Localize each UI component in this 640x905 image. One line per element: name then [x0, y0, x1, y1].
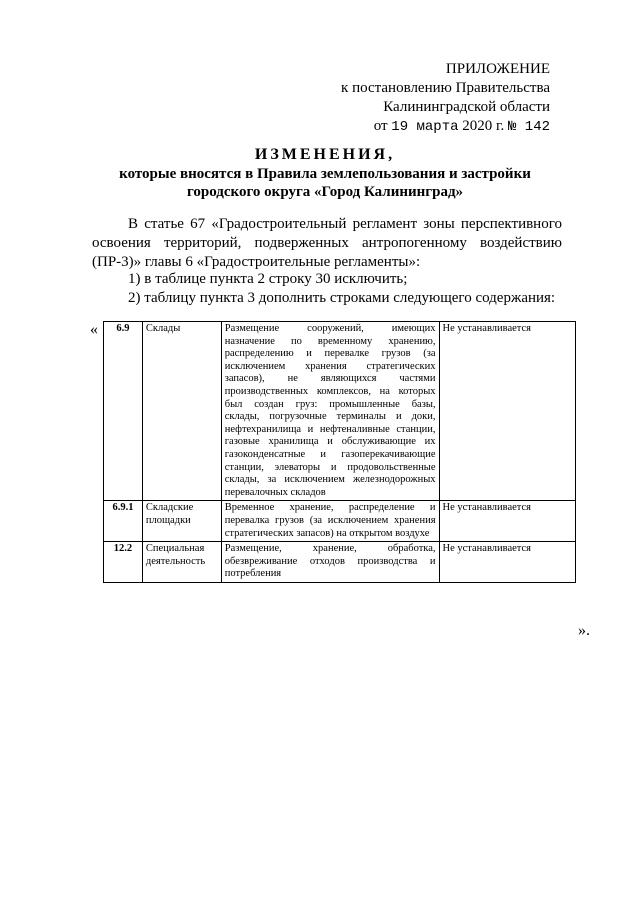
closing-quote: ».	[578, 622, 590, 639]
resolution-reference: к постановлению Правительства	[341, 80, 550, 96]
row-name: Специальная деятельность	[142, 542, 221, 583]
appendix-label: ПРИЛОЖЕНИЕ	[445, 61, 550, 77]
resolution-number: № 142	[507, 119, 550, 135]
row-description: Временное хранение, распределение и перевалка грузов (за исключением хранения стратегических запасов) на открытом воздухе	[221, 501, 439, 542]
table-row	[104, 501, 576, 542]
date-value: 19 марта	[391, 119, 459, 135]
row-code: 6.9	[104, 322, 143, 501]
title-main: ИЗМЕНЕНИЯ,	[254, 146, 396, 163]
row-code: 12.2	[104, 542, 143, 583]
table-row	[104, 542, 576, 583]
row-name: Склады	[142, 322, 221, 501]
document-title	[90, 145, 560, 201]
date-year: 2020 г.	[462, 118, 505, 134]
row-name: Складские площадки	[142, 501, 221, 542]
amendment-item-1: 1) в таблице пункта 2 строку 30 исключить;	[128, 271, 408, 287]
region-name: Калининградской области	[383, 99, 550, 115]
row-code: 6.9.1	[104, 501, 143, 542]
date-prefix: от	[373, 118, 388, 134]
row-parameter: Не устанавливается	[439, 542, 575, 583]
amendments-list	[128, 270, 555, 308]
title-line-1: которые вносятся в Правила землепользования и застройки	[119, 166, 531, 182]
row-parameter: Не устанавливается	[439, 322, 575, 501]
amendment-item-2: 2) таблицу пункта 3 дополнить строками следующего содержания:	[128, 290, 556, 306]
opening-quote: «	[90, 321, 98, 338]
row-description: Размещение, хранение, обработка, обезвреживание отходов производства и потребления	[221, 542, 439, 583]
appendix-header	[341, 60, 550, 137]
row-description: Размещение сооружений, имеющих назначение по временному хранению, распределению и перевалке грузов (за исключением хранения стратегических запасов), не являющихся частями производственных комплексов, на которых был создан груз: промышленные базы, склады, погрузочные терминалы и доки, нефтехранилища и нефтеналивные станции, газовые хранилища и обслуживающие их газоконденсатные и газоперекачивающие станции, элеваторы и продовольственные склады, за исключением железнодорожных перевалочных складов	[221, 322, 439, 501]
title-line-2: городского округа «Город Калининград»	[186, 184, 464, 200]
row-parameter: Не устанавливается	[439, 501, 575, 542]
paragraph-text: В статье 67 «Градостроительный регламент зоны перспективного освоения территорий, подверженных антропогенному воздействию (ПР-3)» главы 6 «Градостроительные регламенты»:	[92, 216, 562, 270]
regulation-table	[103, 321, 576, 583]
body-paragraph	[92, 215, 562, 272]
table-row	[104, 322, 576, 501]
resolution-date-line	[341, 117, 550, 137]
